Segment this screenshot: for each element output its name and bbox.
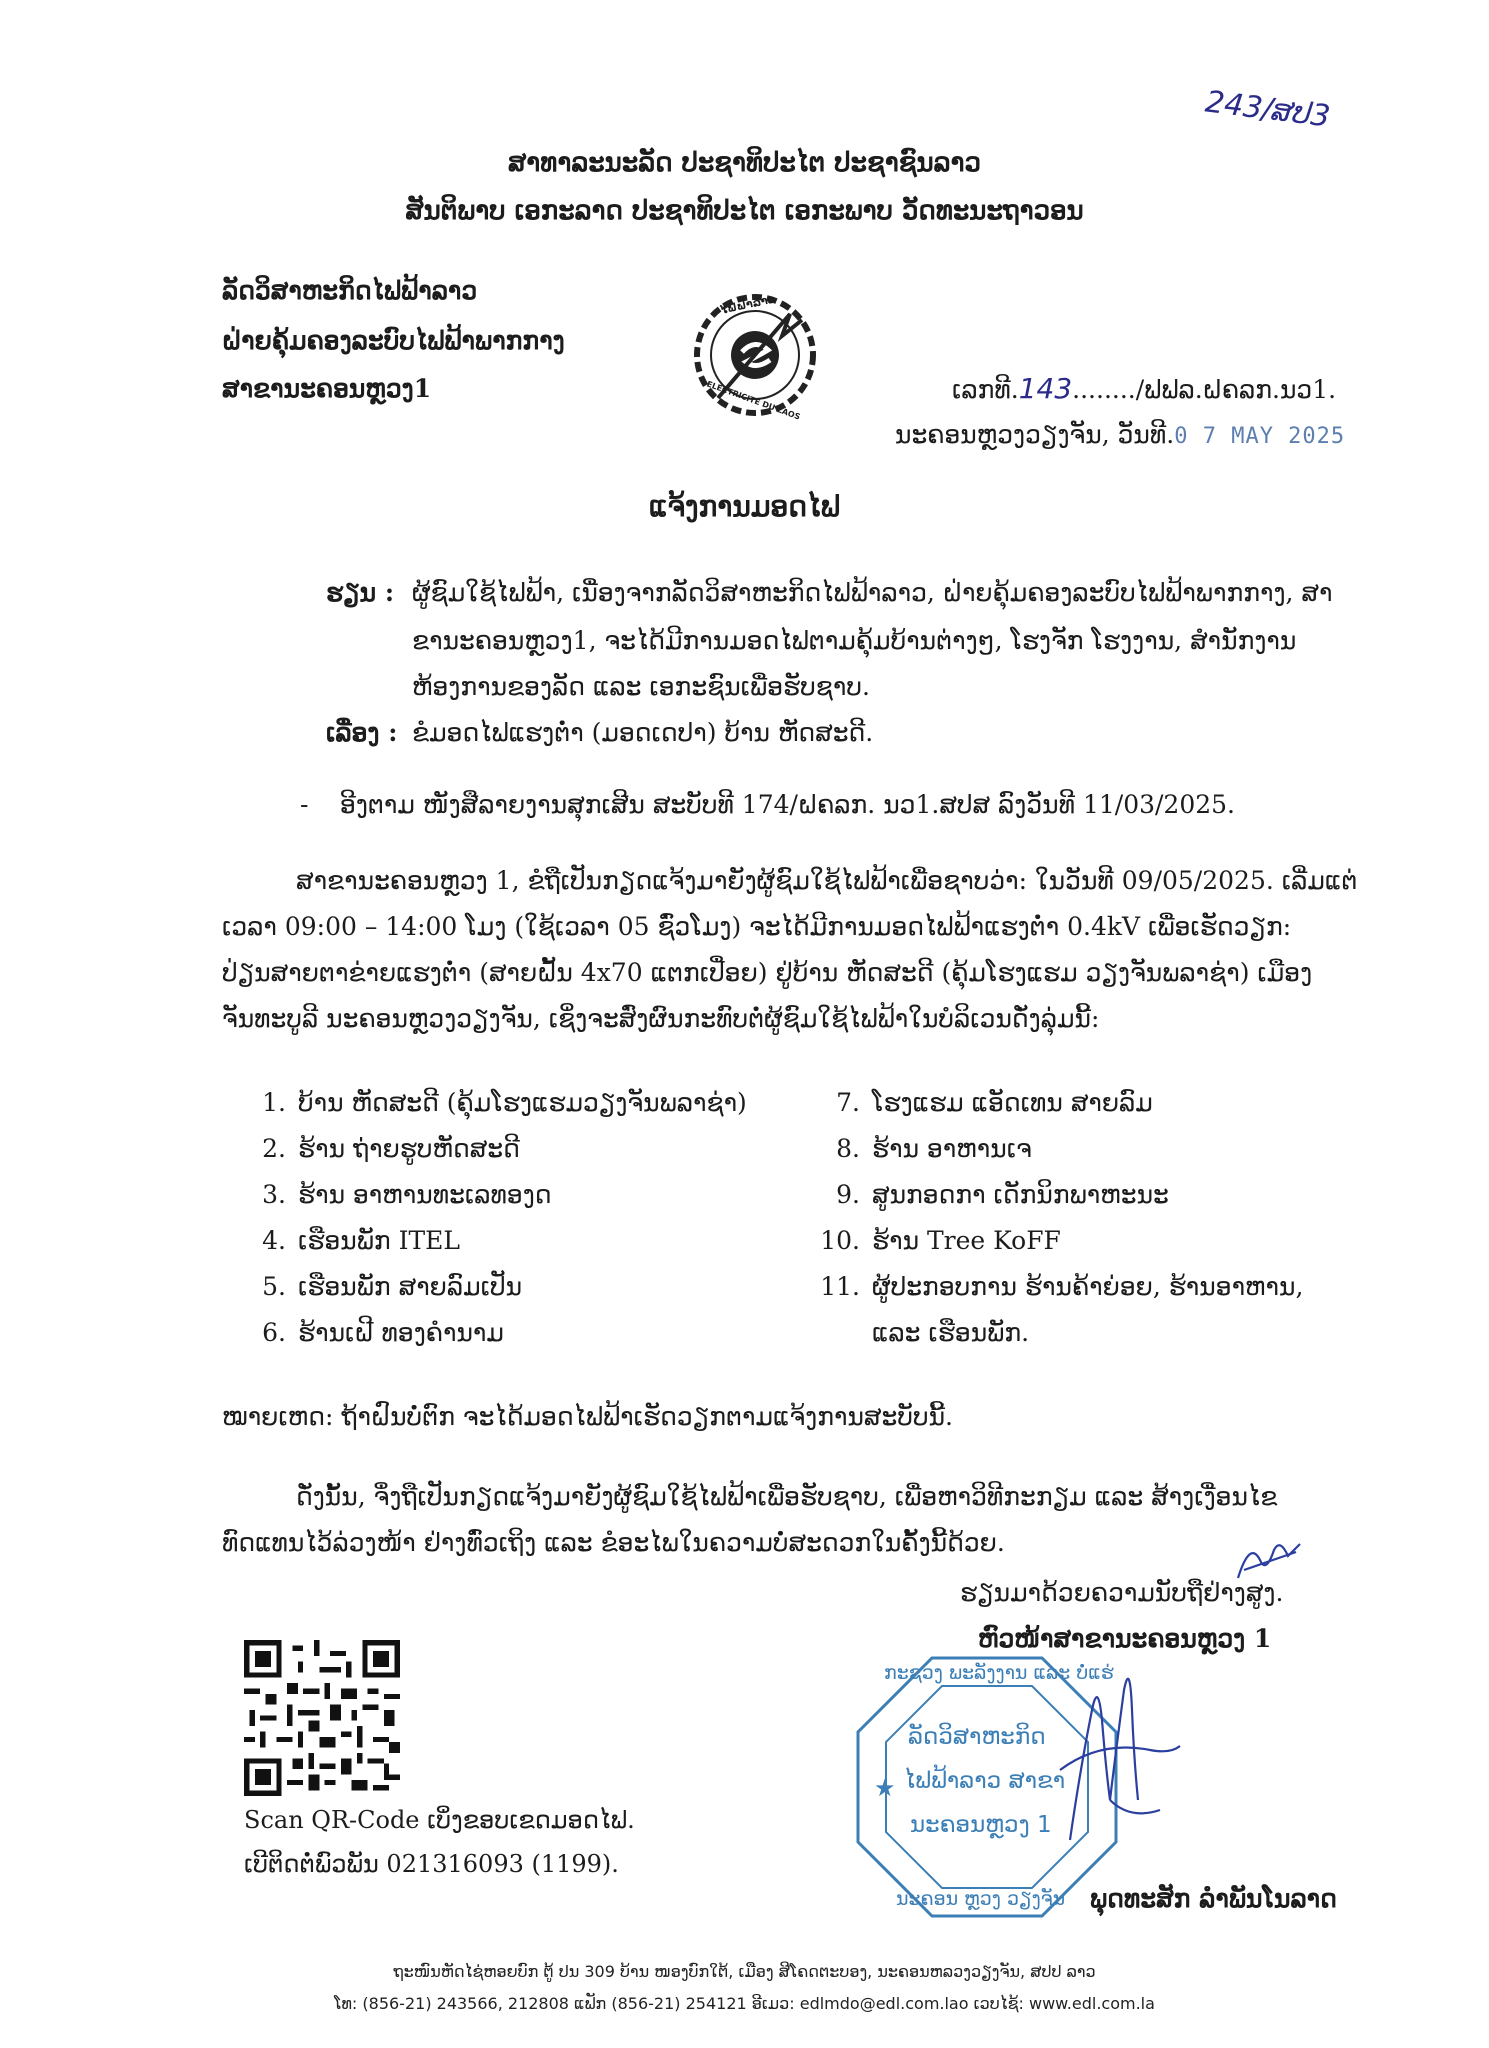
closing-line1: ດັ່ງນັ້ນ, ຈຶ່ງຖືເປັນກຽດແຈ້ງມາຍັງຜູ້ຊົມໃຊ້ໄຟຟ້າເພື່ອຮັບຊາບ, ເພື່ອຫາວິທີກະກຽມ ແລະ ສ້າງເງື່ອນໄຂ xyxy=(296,1482,1278,1511)
to-label: ຮຽນ : xyxy=(326,578,395,607)
ref-number-suffix: ......../ຟຟລ.ຝຄລກ.ນວ1. xyxy=(1072,375,1337,404)
seal-center-line1: ລັດວິສາຫະກິດ xyxy=(908,1724,1046,1750)
document-title: ແຈ້ງການມອດໄຟ xyxy=(649,490,840,523)
logo-bottom-text: ELECTRICITE DU LAOS xyxy=(705,379,802,422)
list-item: 2. ຮ້ານ ຖ່າຍຮູບຫັດສະດີ xyxy=(262,1134,520,1163)
logo-top-text: ໄຟຟ້າລາວ xyxy=(719,292,777,317)
national-header-line2: ສັນຕິພາບ ເອກະລາດ ປະຊາທິປະໄຕ ເອກະພາບ ວັດທະນະຖາວອນ xyxy=(405,196,1084,226)
footer-address: ຖະໜົນຫັດໄຊ່ຫອຍບົກ ຕູ້ ປນ 309 ບ້ານ ໜອງບົກໃຕ້, ເມືອງ ສີໂຄດຕະບອງ, ນະຄອນຫລວງວຽງຈັນ, ສປປ ລາວ xyxy=(393,1962,1096,1981)
list-item: 11. ຜູ້ປະກອບການ ຮ້ານຄ້າຍ່ອຍ, ຮ້ານອາຫານ, xyxy=(820,1272,1304,1301)
org-name-line3: ສາຂານະຄອນຫຼວງ1 xyxy=(222,374,432,403)
qr-caption-line2: ເບີຕິດຕໍ່ພົວພັນ 021316093 (1199). xyxy=(244,1850,619,1878)
subject-label: ເລື່ອງ : xyxy=(326,718,398,747)
list-item: 6. ຮ້ານເຝີ ທອງຄຳນາມ xyxy=(262,1318,504,1347)
svg-text:★: ★ xyxy=(874,1774,896,1802)
signer-title: ຫົວໜ້າສາຂານະຄອນຫຼວງ 1 xyxy=(978,1624,1272,1653)
body-line2: ເວລາ 09:00 – 14:00 ໂມງ (ໃຊ້ເວລາ 05 ຊົ່ວໂມງ) ຈະໄດ້ມີການມອດໄຟຟ້າແຮງຕ່ຳ 0.4kV ເພື່ອເຮັດວຽກ: xyxy=(222,912,1292,941)
date-stamp: 0 7 MAY 2025 xyxy=(1174,424,1346,449)
list-item: 4. ເຮືອນພັກ ITEL xyxy=(262,1226,461,1255)
ref-place-label: ນະຄອນຫຼວງວຽງຈັນ, ວັນທີ. xyxy=(895,420,1175,449)
list-item: 10. ຮ້ານ Tree KoFF xyxy=(820,1226,1061,1255)
ref-number-value: 143 xyxy=(1018,372,1073,405)
signer-name: ພຸດທະສັກ ລຳພັນໂນລາດ xyxy=(1090,1884,1337,1913)
qr-code[interactable] xyxy=(244,1640,400,1796)
body-line3: ປ່ຽນສາຍຕາຂ່າຍແຮງຕ່ຳ (ສາຍຝັ້ນ 4x70 ແຕກເປື່ອຍ) ຢູ່ບ້ານ ຫັດສະດີ (ຄຸ້ມໂຮງແຮມ ວຽງຈັນພລາຊ່າ) ເມືອງ xyxy=(222,958,1313,987)
list-item-continuation: ແລະ ເຮືອນພັກ. xyxy=(872,1318,1030,1347)
national-header-line1: ສາທາລະນະລັດ ປະຊາທິປະໄຕ ປະຊາຊົນລາວ xyxy=(507,148,981,178)
body-line4: ຈັນທະບູລີ ນະຄອນຫຼວງວຽງຈັນ, ເຊິ່ງຈະສົ່ງຜົນກະທົບຕໍ່ຜູ້ຊົມໃຊ້ໄຟຟ້າໃນບໍລິເວນດັ່ງລຸ່ມນີ້: xyxy=(222,1004,1100,1033)
seal-top-text: ກະຊວງ ພະລັງງານ ແລະ ບໍ່ແຮ່ xyxy=(884,1662,1114,1684)
signature xyxy=(1040,1650,1190,1850)
subject-text: ຂໍມອດໄຟແຮງຕ່ຳ (ມອດເດປາ) ບ້ານ ຫັດສະດີ. xyxy=(412,718,874,747)
reference-dash: - xyxy=(300,790,309,819)
list-item: 8. ຮ້ານ ອາຫານເຈ xyxy=(836,1134,1032,1163)
closing-line2: ທົດແທນໄວ້ລ່ວງໜ້າ ຢ່າງທົ່ວເຖິງ ແລະ ຂໍອະໄພໃນຄວາມບໍ່ສະດວກໃນຄັ້ງນີ້ດ້ວຍ. xyxy=(222,1528,1005,1557)
to-line2: ຂານະຄອນຫຼວງ1, ຈະໄດ້ມີການມອດໄຟຕາມຄຸ້ມບ້ານຕ່າງໆ, ໂຮງຈັກ ໂຮງງານ, ສຳນັກງານ xyxy=(412,626,1297,655)
qr-caption-line1: Scan QR-Code ເບິ່ງຂອບເຂດມອດໄຟ. xyxy=(244,1806,635,1834)
seal-bottom-text: ນະຄອນ ຫຼວງ ວຽງຈັນ xyxy=(896,1888,1066,1910)
to-line1: ຜູ້ຊົມໃຊ້ໄຟຟ້າ, ເນື່ອງຈາກລັດວິສາຫະກິດໄຟຟ້າລາວ, ຝ່າຍຄຸ້ມຄອງລະບົບໄຟຟ້າພາກກາງ, ສາ xyxy=(412,578,1333,607)
ref-number-line xyxy=(952,372,1336,405)
reference-text: ອີງຕາມ ໜັງສືລາຍງານສຸກເສີນ ສະບັບທີ 174/ຝຄລກ. ນວ1.ສປສ ລົງວັນທີ 11/03/2025. xyxy=(340,790,1235,819)
list-item: 9. ສູນກອດກາ ເດັກນິກພາຫະນະ xyxy=(836,1180,1169,1209)
seal-center-line3: ນະຄອນຫຼວງ 1 xyxy=(910,1812,1052,1838)
ref-number-label: ເລກທີ. xyxy=(952,375,1019,404)
edl-logo xyxy=(690,290,820,420)
seal-center-line2: ໄຟຟ້າລາວ ສາຂາ xyxy=(904,1768,1066,1794)
org-name-line2: ຝ່າຍຄຸ້ມຄອງລະບົບໄຟຟ້າພາກກາງ xyxy=(222,326,565,355)
org-name-line1: ລັດວິສາຫະກິດໄຟຟ້າລາວ xyxy=(222,276,478,305)
regards-text: ຮຽນມາດ້ວຍຄວາມນັບຖືຢ່າງສູງ. xyxy=(960,1578,1284,1607)
footer-contact: ໂທ: (856-21) 243566, 212808 ແຟັກ (856-21) 254121 ອີເມວ: edlmdo@edl.com.lao ເວບໄຊ້: www.edl.com.la xyxy=(334,1994,1155,2013)
list-item: 7. ໂຮງແຮມ ແອັດເທນ ສາຍລົມ xyxy=(836,1088,1153,1117)
initials-scribble xyxy=(1230,1530,1310,1590)
note-text: ໝາຍເຫດ: ຖ້າຝົນບໍ່ຕົກ ຈະໄດ້ມອດໄຟຟ້າເຮັດວຽກຕາມແຈ້ງການສະບັບນີ້. xyxy=(222,1402,953,1431)
qr-code-icon xyxy=(244,1640,400,1796)
ref-date-line xyxy=(895,420,1345,449)
list-item: 1. ບ້ານ ຫັດສະດີ (ຄຸ້ມໂຮງແຮມວຽງຈັນພລາຊ່າ) xyxy=(262,1088,747,1117)
body-line1: ສາຂານະຄອນຫຼວງ 1, ຂໍຖືເປັນກຽດແຈ້ງມາຍັງຜູ້ຊົມໃຊ້ໄຟຟ້າເພື່ອຊາບວ່າ: ໃນວັນທີ 09/05/2025. ເລີ່ມແຕ່ xyxy=(296,866,1358,895)
handwritten-reference: 243/ສປ3 xyxy=(1203,84,1332,135)
list-item: 5. ເຮືອນພັກ ສາຍລົມເປັນ xyxy=(262,1272,523,1301)
to-line3: ຫ້ອງການຂອງລັດ ແລະ ເອກະຊົນເພື່ອຮັບຊາບ. xyxy=(412,672,870,701)
list-item: 3. ຮ້ານ ອາຫານທະເລທອງດ xyxy=(262,1180,552,1209)
